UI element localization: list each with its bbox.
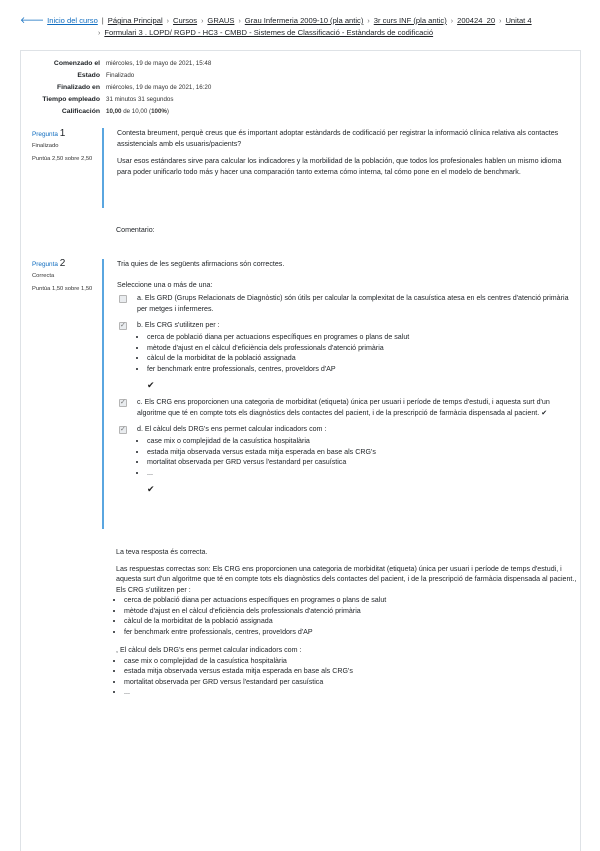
option-c-checkbox[interactable]: [119, 399, 127, 407]
crumb-program[interactable]: Grau Infermeria 2009-10 (pla antic): [244, 16, 364, 25]
correct-check-icon: ✔: [541, 409, 548, 417]
grade-score: 10,00: [106, 107, 122, 115]
summary-row-finished: Finalizado en miércoles, 19 de mayo de 2021, 16:20: [56, 83, 212, 91]
crumb-home[interactable]: Página Principal: [107, 16, 163, 25]
question-1-content: [102, 128, 577, 208]
crumb-graus[interactable]: GRAUS: [207, 16, 235, 25]
chevron-right-icon: ›: [201, 18, 204, 25]
summary-row-time: Tiempo empleado 31 minutos 31 segundos: [42, 95, 174, 103]
chevron-right-icon: ›: [98, 30, 101, 37]
option-d-checkbox[interactable]: [119, 426, 127, 434]
chevron-right-icon: ›: [367, 18, 370, 25]
option-b-list: • cerca de població diana per actuacions específiques en programes o plans de salut • mètode d'ajust en el càlcul d'eficiència dels professionals d'atenció primària • càlcul de la morbiditat de la població assignada • fer benchmark entre professionals, centres, proveïdors d'AP: [137, 332, 577, 374]
option-d[interactable]: ✓ d. El càlcul dels DRG's ens permet calcular indicadors com : • case mix o complejidad de la casuística hospitalària • estada mitja observada versus estada mitja esperada en base als CRG's • mortalitat observada per GRD versus l'estandard per casuística • ... ✔: [117, 424, 577, 495]
question-2-text: Tria quies de les següents afirmacions són correctes.: [117, 260, 285, 268]
option-a-checkbox[interactable]: [119, 295, 127, 303]
question-2-info: Pregunta 2 Correcta Puntúa 1,50 sobre 1,50: [32, 258, 93, 292]
question-1-comment: Comentario:: [116, 226, 155, 234]
question-2-feedback: [116, 547, 586, 698]
chevron-right-icon: ›: [166, 18, 170, 25]
feedback-drg-intro: , El càlcul dels DRG's ens permet calcular indicadors com :: [116, 646, 302, 654]
crumb-quiz[interactable]: Formulari 3 . LOPD/ RGPD - HC3 - CMBD - Sistemes de Classificació - Estàndards de codificació: [104, 28, 434, 37]
option-a[interactable]: a. Els GRD (Grups Relacionats de Diagnòstic) són útils per calcular la complexitat de la casuística atesa en els centres d'atenció primària per metges i infermeres.: [117, 293, 577, 315]
chevron-right-icon: ›: [450, 18, 454, 25]
question-2-content: [102, 259, 577, 529]
option-d-list: • case mix o complejidad de la casuística hospitalària • estada mitja observada versus estada mitja esperada en base als CRG's • mortalitat observada per GRD versus l'estandard per casuística • ...: [137, 436, 577, 478]
feedback-crg-list: • cerca de població diana per actuacions específiques en programes o plans de salut • mètode d'ajust en el càlcul d'eficiència dels professionals d'atenció primària • càlcul de la morbiditat de la població assignada • fer benchmark entre professionals, centres, proveïdors d'AP: [116, 595, 586, 637]
back-arrow-icon[interactable]: 🡐: [20, 15, 45, 25]
breadcrumb: [20, 15, 580, 39]
question-1-text: Contesta breument, perquè creus que és important adoptar estàndards de codificació per registrar la informació clínica relativa als contactes assistencials amb els usuaris/pacients?: [117, 129, 559, 148]
crumb-year[interactable]: 3r curs INF (pla antic): [373, 16, 447, 25]
question-1-response: Usar esos estándares sirve para calcular los indicadores y la morbilidad de la población, que todos los profesionales hablen un mismo idioma para poder unificarlo todo más y hacer una comparación tanto externa cómo interna, tal cómo pone en el modelo de benchmark.: [117, 157, 562, 176]
feedback-drg-list: • case mix o complejidad de la casuística hospitalària • estada mitja observada versus estada mitja esperada en base als CRG's • mortalitat observada per GRD versus l'estandard per casuística • ...: [116, 656, 586, 698]
option-b-checkbox[interactable]: [119, 322, 127, 330]
course-home-link[interactable]: Inicio del curso: [47, 16, 98, 25]
summary-row-started: Comenzado el miércoles, 19 de mayo de 2021, 15:48: [53, 59, 212, 67]
question-2-instruction: Seleccione una o más de una:: [117, 281, 213, 289]
feedback-right-answers: Las respuestas correctas son: Els CRG ens proporcionen una categoria de morbiditat (etiqueta) única per usuari i període de temps d'estudi, i aquesta surt d'un algoritme que té en compte tots els diagnòstics dels contactes del pacient, i de la prescripció de farmàcia dispensada al pacient., Els CRG s'utilitzen per :: [116, 564, 577, 594]
summary-row-state: Estado Finalizado: [77, 71, 135, 79]
question-1-info: Pregunta 1 Finalizado Puntúa 2,50 sobre 2,50: [32, 128, 93, 162]
crumb-unit[interactable]: Unitat 4: [505, 16, 532, 25]
correct-check-icon: ✔: [147, 380, 155, 390]
option-b[interactable]: ✓ b. Els CRG s'utilitzen per : • cerca de població diana per actuacions específiques en programes o plans de salut • mètode d'ajust en el càlcul d'eficiència dels professionals d'atenció primària • càlcul de la morbiditat de la població assignada • fer benchmark entre professionals, centres, proveïdors d'AP ✔: [117, 320, 577, 391]
correct-check-icon: ✔: [147, 484, 155, 494]
attempt-summary: [20, 57, 211, 117]
summary-row-grade: Calificación 10,00 de 10,00 (100%): [61, 107, 169, 115]
separator: |: [101, 16, 104, 25]
option-c[interactable]: ✓ c. Els CRG ens proporcionen una categoria de morbiditat (etiqueta) única per usuari i període de temps d'estudi, i aquesta surt d'un algoritme que té en compte tots els diagnòstics dels contactes del pacient, i de la prescripció de farmàcia dispensada al pacient. ✔: [117, 397, 577, 419]
chevron-right-icon: ›: [499, 18, 502, 25]
feedback-correct: La teva resposta és correcta.: [116, 548, 208, 556]
chevron-right-icon: ›: [238, 18, 241, 25]
crumb-courses[interactable]: Cursos: [173, 16, 198, 25]
crumb-course-code[interactable]: 200424_20: [457, 16, 496, 25]
